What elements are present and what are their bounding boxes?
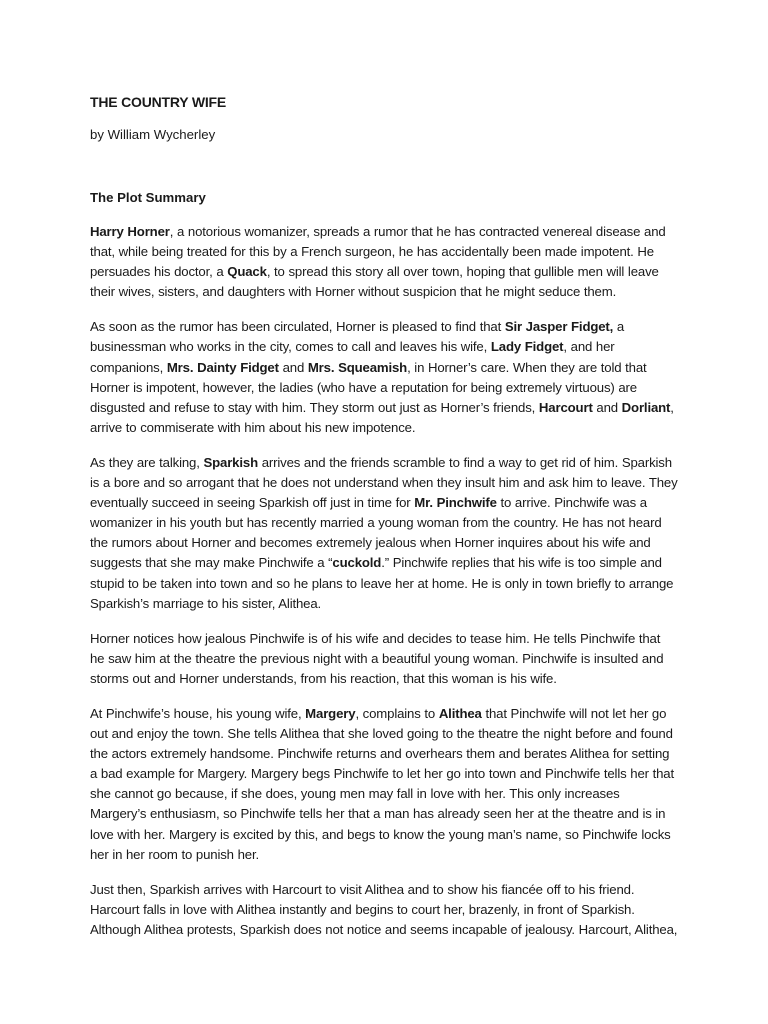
text-run: , in Horner’s care. When they are told that Horner is impotent, however, the ladies (who have a reputation for being extremely virtuous) are disgusted and refuse to stay with him. They storm out just as Horner’s friends,: [90, 359, 647, 415]
bold-term: Lady Fidget: [490, 339, 564, 355]
text-run: Horner notices how jealous Pinchwife is of his wife and decides to tease him. He tells Pinchwife that he saw him at the theatre the previous night with a beautiful young woman. Pinchwife is insulted and storms out and Horner understands, from his reaction, that this woman is his wife.: [90, 630, 664, 686]
text-run: arrives and the friends scramble to find a way to get rid of him. Sparkish is a bore and so arrogant that he does not understand when they insult him and ask him to leave. They eventually succeed in seeing Sparkish off just in time for: [90, 454, 678, 511]
bold-term: Harcourt: [538, 399, 593, 415]
text-run: , arrive to commiserate with him about his new impotence.: [90, 399, 674, 435]
document-title: THE COUNTRY WIFE: [90, 94, 227, 110]
bold-term: cuckold: [332, 555, 382, 571]
bold-term: Mrs. Dainty Fidget: [166, 359, 279, 375]
text-run: .” Pinchwife replies that his wife is too simple and stupid to be taken into town and so he plans to leave her at home. He is only in town briefly to arrange Sparkish’s marriage to his sister, Alithea.: [90, 555, 674, 611]
bold-term: Mrs. Squeamish: [307, 359, 408, 375]
text-run: As soon as the rumor has been circulated, Horner is pleased to find that: [90, 319, 505, 335]
text-run: , complains to: [355, 705, 439, 721]
body-paragraph: [90, 317, 678, 438]
text-run: that Pinchwife will not let her go out and enjoy the town. She tells Alithea that she loved going to the theatre the night before and found the actors extremely handsome. Pinchwife returns and overhears them and berates Alithea for setting a bad example for Margery. Margery begs Pinchwife to let her go into town and Pinchwife tells her that she cannot go because, if she does, young men may fall in love with her. This only increases Margery’s enthusiasm, so Pinchwife tells her that a man has already seen her at the theatre and is in love with her. Margery is excited by this, and begs to know the young man’s name, so Pinchwife locks her in her room to punish her.: [90, 705, 674, 862]
bold-term: Margery: [305, 705, 356, 721]
bold-term: Dorliant: [621, 399, 671, 415]
bold-term: Quack: [227, 264, 267, 280]
text-run: , to spread this story all over town, hoping that gullible men will leave their wives, sisters, and daughters with Horner without suspicion that he might seduce them.: [90, 264, 659, 300]
bold-term: Mr. Pinchwife: [414, 495, 497, 511]
body-text: [90, 222, 678, 940]
text-run: As they are talking,: [90, 454, 204, 470]
bold-term: Harry Horner: [90, 224, 170, 239]
bold-term: Alithea: [438, 705, 482, 721]
body-paragraph: [90, 629, 678, 689]
author-byline: by William Wycherley: [90, 127, 216, 142]
body-paragraph: [90, 222, 678, 302]
text-run: , a notorious womanizer, spreads a rumor that he has contracted venereal disease and that, while being treated for this by a French surgeon, he has accidentally been made impotent. He persuades his doctor, a: [90, 224, 666, 280]
body-paragraph: [90, 453, 678, 614]
text-run: , and her companions,: [90, 339, 615, 375]
section-heading: The Plot Summary: [90, 190, 206, 205]
text-run: Just then, Sparkish arrives with Harcourt to visit Alithea and to show his fiancée off to his friend. Harcourt falls in love with Alithea instantly and begins to court her, brazenly, in front of Sparkish. Although Alithea protests, Sparkish does not notice and seems incapable of jealousy. Harcourt, Alithea,: [90, 881, 678, 937]
bold-term: Sir Jasper Fidget,: [504, 319, 614, 335]
text-run: to arrive. Pinchwife was a womanizer in his youth but has recently married a young woman from the country. He has not heard the rumors about Horner and becomes extremely jealous when Horner inquires about his wife and suggests that she may make Pinchwife a “: [90, 495, 662, 571]
body-paragraph: [90, 880, 678, 940]
text-run: and: [278, 359, 308, 375]
text-run: a businessman who works in the city, comes to call and leaves his wife,: [90, 319, 625, 355]
bold-term: Sparkish: [203, 454, 258, 470]
text-run: At Pinchwife’s house, his young wife,: [90, 705, 306, 721]
text-run: and: [592, 399, 622, 415]
body-paragraph: [90, 704, 678, 865]
